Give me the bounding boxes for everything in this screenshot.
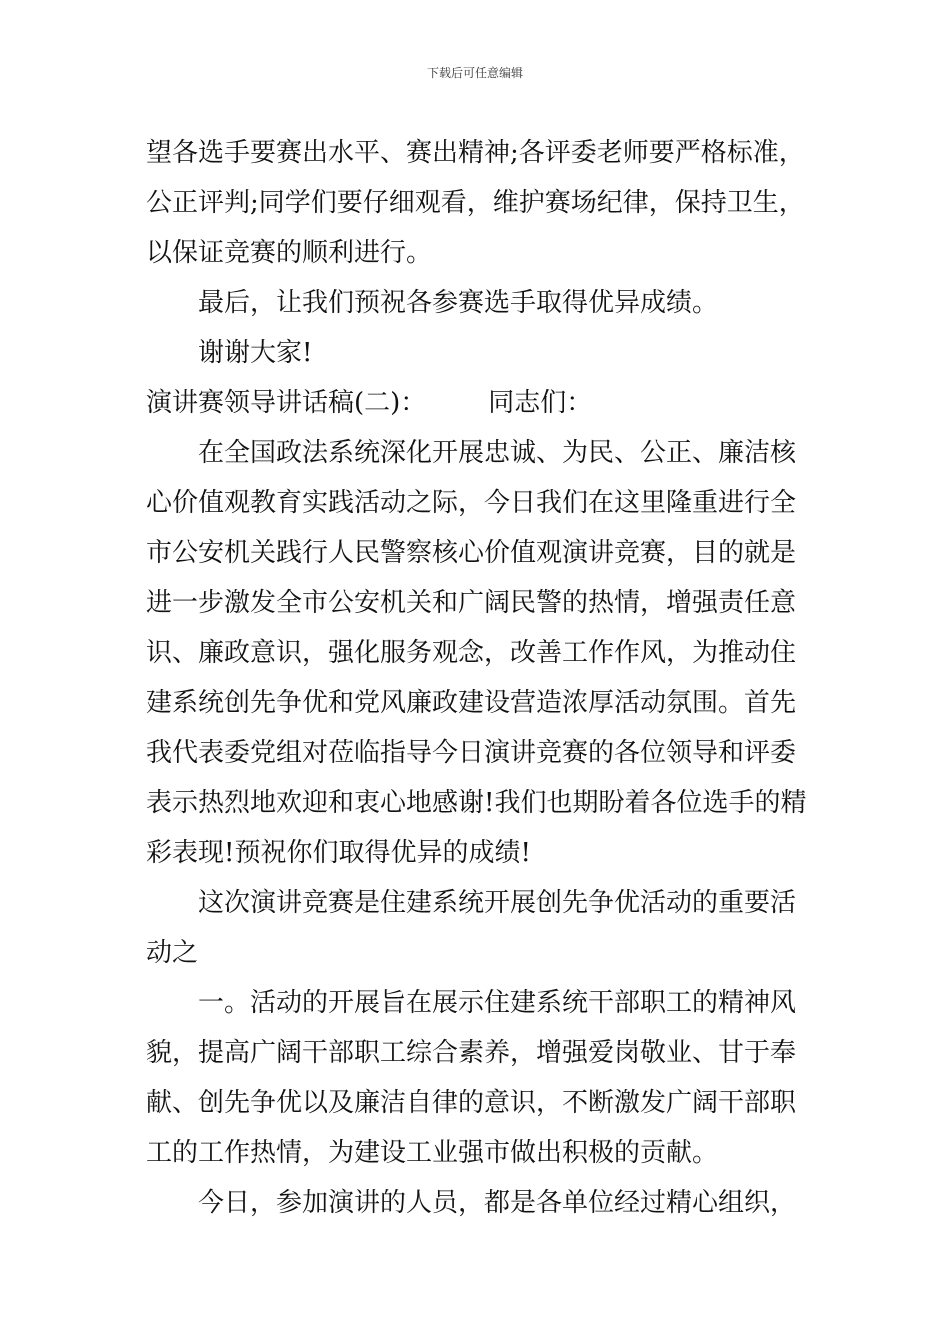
text-line: 望各选手要赛出水平、赛出精神;各评委老师要严格标准， bbox=[146, 138, 805, 168]
text-line: 这次演讲竞赛是住建系统开展创先争优活动的重要活 bbox=[198, 888, 797, 918]
text-line: 动之 bbox=[146, 938, 199, 968]
salutation: 同志们： bbox=[488, 388, 593, 418]
text-line: 工的工作热情，为建设工业强市做出积极的贡献。 bbox=[146, 1138, 719, 1168]
text-line: 最后，让我们预祝各参赛选手取得优异成绩。 bbox=[198, 288, 719, 318]
text-line: 市公安机关践行人民警察核心价值观演讲竞赛，目的就是 bbox=[146, 538, 797, 568]
text-line: 彩表现!预祝你们取得优异的成绩! bbox=[146, 838, 531, 868]
text-line: 今日，参加演讲的人员，都是各单位经过精心组织， bbox=[198, 1188, 797, 1218]
text-line: 识、廉政意识，强化服务观念，改善工作作风，为推动住 bbox=[146, 638, 797, 668]
text-line: 谢谢大家! bbox=[198, 338, 313, 368]
text-line: 在全国政法系统深化开展忠诚、为民、公正、廉洁核 bbox=[198, 438, 797, 468]
text-line: 献、创先争优以及廉洁自律的意识，不断激发广阔干部职 bbox=[146, 1088, 797, 1118]
section-heading bbox=[146, 378, 811, 428]
text-line: 表示热烈地欢迎和衷心地感谢!我们也期盼着各位选手的精 bbox=[146, 788, 807, 818]
text-line: 以保证竞赛的顺利进行。 bbox=[146, 238, 433, 268]
text-line: 公正评判;同学们要仔细观看，维护赛场纪律，保持卫生， bbox=[146, 188, 805, 218]
text-line: 建系统创先争优和党风廉政建设营造浓厚活动氛围。首先 bbox=[146, 688, 797, 718]
text-line: 进一步激发全市公安机关和广阔民警的热情，增强责任意 bbox=[146, 588, 797, 618]
text-line: 我代表委党组对莅临指导今日演讲竞赛的各位领导和评委 bbox=[146, 738, 797, 768]
text-line: 心价值观教育实践活动之际，今日我们在这里隆重进行全 bbox=[146, 488, 797, 518]
section-title: 演讲赛领导讲话稿(二)： bbox=[146, 388, 427, 418]
text-line: 貌，提高广阔干部职工综合素养，增强爱岗敬业、甘于奉 bbox=[146, 1038, 797, 1068]
text-line: 一。活动的开展旨在展示住建系统干部职工的精神风 bbox=[198, 988, 797, 1018]
page-header-note: 下载后可任意编辑 bbox=[426, 66, 523, 80]
document-body bbox=[146, 128, 811, 1228]
